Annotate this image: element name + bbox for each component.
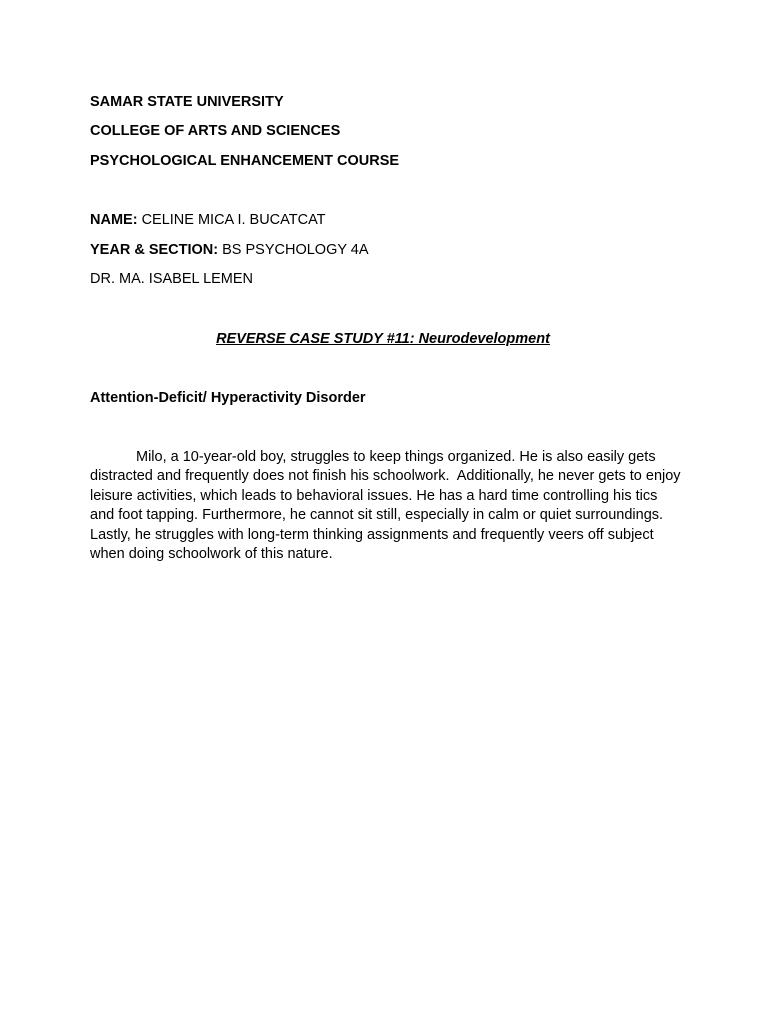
section-value: BS PSYCHOLOGY 4A: [222, 242, 369, 258]
name-value: CELINE MICA I. BUCATCAT: [141, 212, 326, 228]
university-name: SAMAR STATE UNIVERSITY: [90, 94, 284, 110]
college-name: COLLEGE OF ARTS AND SCIENCES: [90, 123, 341, 139]
student-name-line: [90, 211, 326, 229]
document-title: REVERSE CASE STUDY #11: Neurodevelopment: [216, 331, 550, 347]
case-paragraph: Milo, a 10-year-old boy, struggles to keep things organized. He is also easily gets distracted and frequently does not finish his schoolwork. Additionally, he never gets to enjoy leisure activities, which leads to behavioral issues. He has a hard time controlling his tics and foot tapping. Furthermore, he cannot sit still, especially in calm or quiet surroundings. Lastly, he struggles with long-term thinking assignments and frequently veers off subject when doing schoolwork of this nature.: [90, 449, 685, 563]
instructor-name: DR. MA. ISABEL LEMEN: [90, 271, 254, 287]
section-heading: Attention-Deficit/ Hyperactivity Disorder: [90, 390, 366, 406]
name-label: NAME:: [90, 212, 138, 228]
section-label: YEAR & SECTION:: [90, 242, 219, 258]
year-section-line: [90, 241, 369, 259]
course-name: PSYCHOLOGICAL ENHANCEMENT COURSE: [90, 153, 400, 169]
